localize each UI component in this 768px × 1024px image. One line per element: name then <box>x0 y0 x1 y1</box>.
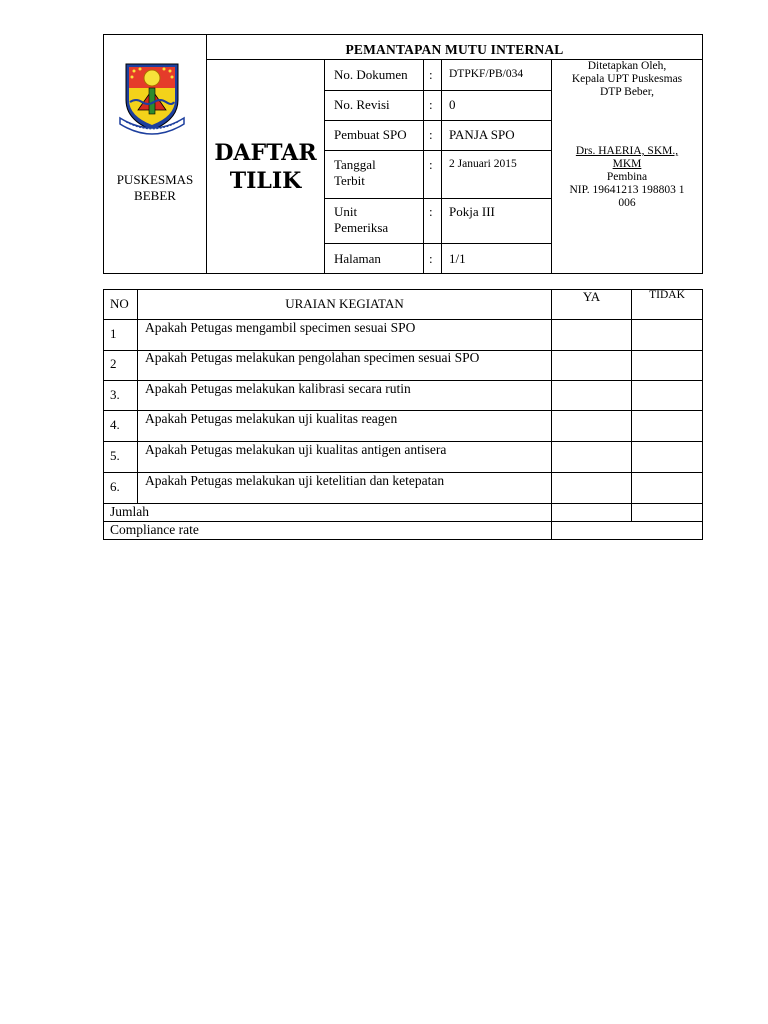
field-sep: : <box>429 67 433 82</box>
field-sep: : <box>429 251 433 266</box>
field-value-halaman: 1/1 <box>449 251 466 266</box>
header-divider <box>441 59 442 274</box>
column-header-ya: YA <box>582 289 601 304</box>
page-title: PEMANTAPAN MUTU INTERNAL <box>345 42 564 57</box>
row-text: Apakah Petugas melakukan uji kualitas reagen <box>145 411 398 426</box>
signatory-rank: Pembina <box>606 171 648 183</box>
checklist-divider <box>631 289 632 521</box>
signatory-name: Drs. HAERIA, SKM., <box>575 145 679 157</box>
row-number: 4. <box>110 417 120 432</box>
signatory-name: MKM <box>612 158 642 170</box>
field-value-tanggal-terbit: 2 Januari 2015 <box>449 158 517 170</box>
row-text: Apakah Petugas melakukan uji ketelitian dan ketepatan <box>145 473 445 488</box>
header-divider <box>324 120 551 121</box>
field-sep: : <box>429 127 433 142</box>
header-divider <box>324 59 325 274</box>
row-number: 2 <box>110 356 117 371</box>
field-label-unit-pemeriksa: Unit Pemeriksa <box>334 204 389 235</box>
compliance-rate-label: Compliance rate <box>110 522 199 537</box>
checklist-divider <box>103 503 703 504</box>
row-number: 5. <box>110 448 120 463</box>
row-text: Apakah Petugas melakukan pengolahan specimen sesuai SPO <box>145 350 480 365</box>
org-name: PUSKESMAS BEBER <box>116 172 194 203</box>
row-text: Apakah Petugas melakukan kalibrasi secara rutin <box>145 381 411 396</box>
signatory-nip: NIP. 19641213 198803 1 <box>569 184 685 196</box>
field-label-tanggal-terbit: Tanggal Terbit <box>334 157 376 188</box>
field-label-halaman: Halaman <box>334 251 381 266</box>
header-divider <box>324 243 551 244</box>
row-text: Apakah Petugas mengambil specimen sesuai SPO <box>145 320 416 335</box>
row-number: 6. <box>110 479 120 494</box>
field-sep: : <box>429 204 433 219</box>
field-value-pembuat-spo: PANJA SPO <box>449 127 515 142</box>
field-label-pembuat-spo: Pembuat SPO <box>334 127 407 142</box>
checklist-divider <box>137 289 138 503</box>
header-divider <box>423 59 424 274</box>
field-sep: : <box>429 157 433 172</box>
document-type-title: DAFTAR TILIK <box>214 140 317 194</box>
header-divider <box>324 90 551 91</box>
row-number: 3. <box>110 387 120 402</box>
approval-signatory <box>552 145 702 210</box>
field-label-no-dokumen: No. Dokumen <box>334 67 408 82</box>
field-sep: : <box>429 97 433 112</box>
row-number: 1 <box>110 326 117 341</box>
header-divider <box>324 150 551 151</box>
column-header-no: NO <box>110 296 129 311</box>
header-divider <box>324 198 551 199</box>
row-text: Apakah Petugas melakukan uji kualitas antigen antisera <box>145 442 447 457</box>
signatory-nip: 006 <box>618 197 636 209</box>
emblem-icon <box>116 58 188 140</box>
field-value-no-dokumen: DTPKF/PB/034 <box>449 68 524 80</box>
field-value-unit-pemeriksa: Pokja III <box>449 204 495 219</box>
field-value-no-revisi: 0 <box>449 97 456 112</box>
puskesmas-logo <box>116 58 188 140</box>
total-label: Jumlah <box>110 504 149 519</box>
approval-block: Ditetapkan Oleh, Kepala UPT Puskesmas DTP Beber, <box>571 60 683 98</box>
column-header-uraian: URAIAN KEGIATAN <box>285 296 404 311</box>
field-label-no-revisi: No. Revisi <box>334 97 390 112</box>
column-header-tidak: TIDAK <box>649 289 685 301</box>
